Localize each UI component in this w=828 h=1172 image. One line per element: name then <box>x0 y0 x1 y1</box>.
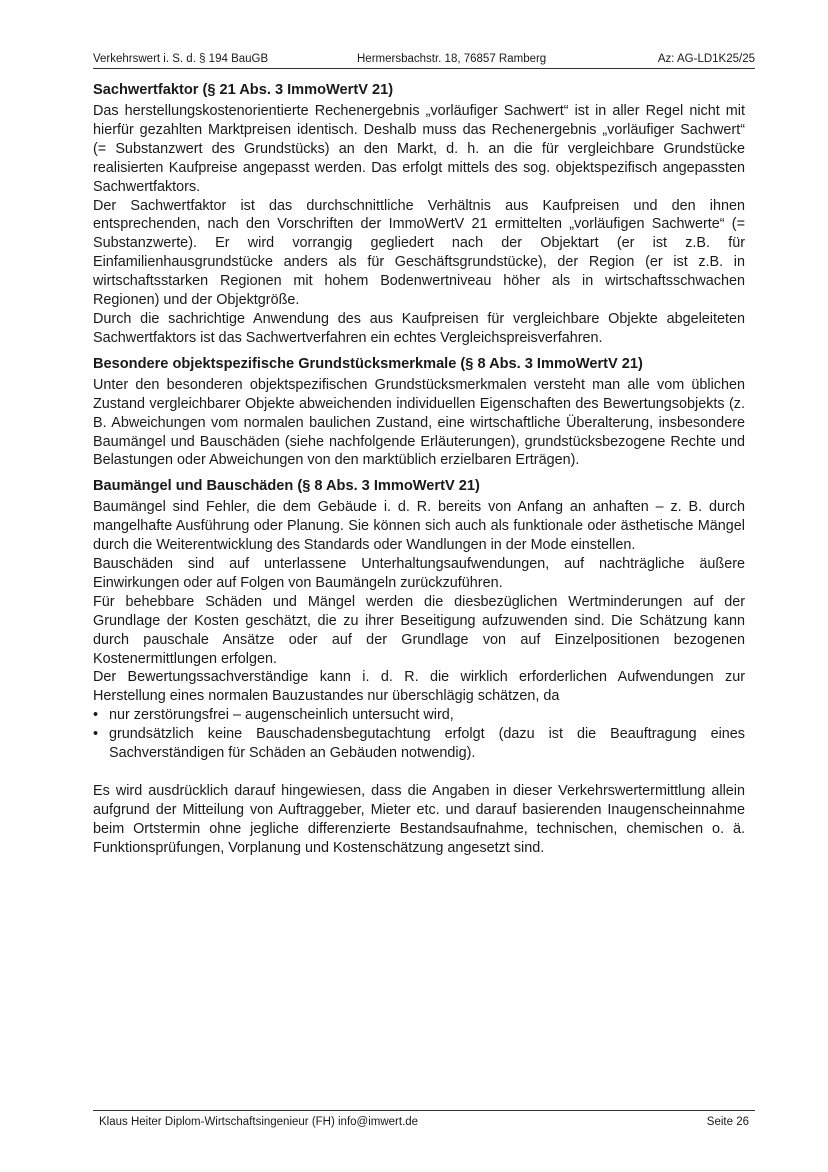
page-footer <box>93 1110 755 1131</box>
section-heading: Sachwertfaktor (§ 21 Abs. 3 ImmoWertV 21) <box>93 82 394 98</box>
paragraph: Für behebbare Schäden und Mängel werden die diesbezüglichen Wertminderungen auf der Grundlage der Kosten geschätzt, die zu ihrer Beseitigung aufzuwenden sind. Die Schätzung kann durch pauschale Ansätze oder auf der Grundlage von auf Einzelpositionen bezogenen Kostenermittlungen erfolgen. <box>93 593 745 667</box>
header-title: Verkehrswert i. S. d. § 194 BauGB <box>93 53 269 65</box>
paragraph: Der Bewertungssachverständige kann i. d. R. die wirklich erforderlichen Aufwendungen zur Herstellung eines normalen Bauzustandes nur überschlägig schätzen, da <box>93 669 745 705</box>
list-item: • nur zerstörungsfrei – augenscheinlich untersucht wird, <box>93 706 745 725</box>
page-number: Seite 26 <box>706 1116 749 1128</box>
section-grundstuecksmerkmale <box>93 354 745 471</box>
paragraph: Der Sachwertfaktor ist das durchschnittliche Verhältnis aus Kaufpreisen und den ihnen entsprechenden, nach den Vorschriften der ImmoWertV 21 ermittelten „vorläufigen Sachwerte“ (= Substanzwerte). Er wird vorrangig gegliedert nach der Objektart (er ist z.B. für Einfamilienhausgrundstücke anders als für Geschäftsgrundstücke), der Region (er ist z.B. in wirtschaftsstarken Regionen mit hohem Bodenwertniveau höher als in wirtschaftsschwachen Regionen) und der Objektgröße. <box>93 197 745 309</box>
page-content <box>93 80 745 858</box>
paragraph: Unter den besonderen objektspezifischen Grundstücksmerkmalen versteht man alle vom üblichen Zustand vergleichbarer Objekte abweichenden individuellen Eigenschaften des Bewertungsobjekts (z. B. Abweichungen vom normalen baulichen Zustand, eine wirtschaftliche Überalterung, insbesondere Baumängel und Bauschäden (siehe nachfolgende Erläuterungen), grundstücksbezogene Rechte und Belastungen oder Abweichungen von den marktüblich erzielbaren Erträgen). <box>93 376 745 469</box>
footer-author: Klaus Heiter Diplom-Wirtschaftsingenieur (FH) info@imwert.de <box>99 1116 419 1128</box>
closing-paragraph: Es wird ausdrücklich darauf hingewiesen, dass die Angaben in dieser Verkehrswertermittlung allein aufgrund der Mitteilung von Auftraggeber, Mieter etc. und darauf basierenden Inaugenscheinnahme beim Ortstermin ohne jegliche differenzierte Bestandsaufnahme, technischen, chemischen o. ä. Funktionsprüfungen, Vorplanung und Kostenschätzung angesetzt sind. <box>93 783 745 856</box>
paragraph: Baumängel sind Fehler, die dem Gebäude i. d. R. bereits von Anfang an anhaften – z. B. durch mangelhafte Ausführung oder Planung. Sie können sich auch als funktionale oder ästhetische Mängel durch die Weiterentwicklung des Standards oder Wandlungen in der Mode einstellen. <box>93 499 745 554</box>
paragraph: Das herstellungskostenorientierte Rechenergebnis „vorläufiger Sachwert“ ist in aller Regel nicht mit hierfür gezahlten Marktpreisen identisch. Deshalb muss das Rechenergebnis „vorläufiger Sachwert“ (= Substanzwert des Grundstücks) an den Markt, d. h. an die für vergleichbare Grundstücke realisierten Kaufpreise angepasst werden. Das erfolgt mittels des sog. objektspezifisch angepassten Sachwertfaktors. <box>93 103 745 195</box>
paragraph: Bauschäden sind auf unterlassene Unterhaltungsaufwendungen, auf nachträgliche äußere Einwirkungen oder auf Folgen von Baumängeln zurückzuführen. <box>93 556 745 591</box>
header-reference: Az: AG-LD1K25/25 <box>657 53 755 65</box>
section-baumaengel <box>93 476 745 763</box>
bullet-list <box>93 706 745 763</box>
list-item: • grundsätzlich keine Bauschadensbegutachtung erfolgt (dazu ist die Beauftragung eines Sachverständigen für Schäden an Gebäuden notwendig). <box>93 725 745 763</box>
section-heading: Baumängel und Bauschäden (§ 8 Abs. 3 ImmoWertV 21) <box>93 478 480 495</box>
section-sachwertfaktor <box>93 80 745 348</box>
section-heading: Besondere objektspezifische Grundstücksmerkmale (§ 8 Abs. 3 ImmoWertV 21) <box>93 355 643 372</box>
header-address: Hermersbachstr. 18, 76857 Ramberg <box>357 53 547 65</box>
page-header <box>93 51 755 69</box>
paragraph: Durch die sachrichtige Anwendung des aus Kaufpreisen für vergleichbare Objekte abgeleiteten Sachwertfaktors ist das Sachwertverfahren ein echtes Vergleichspreisverfahren. <box>93 310 745 346</box>
